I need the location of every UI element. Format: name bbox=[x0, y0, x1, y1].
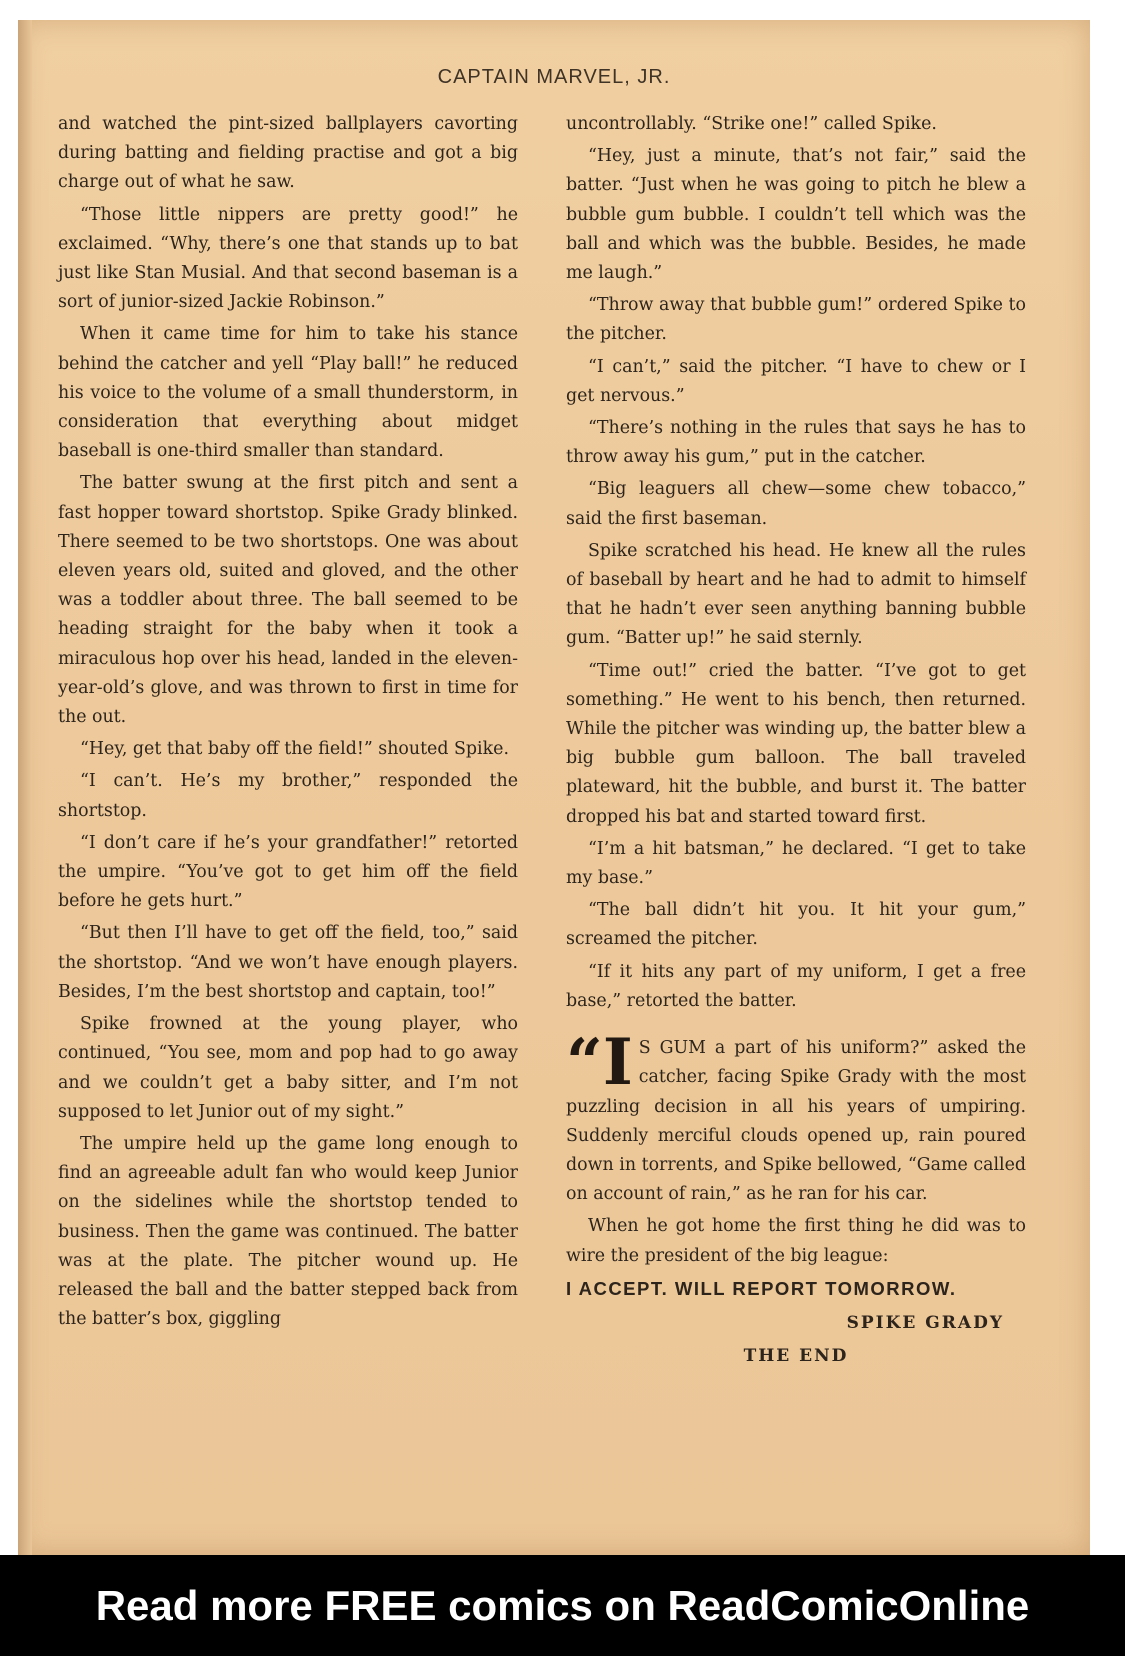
paragraph: “Time out!” cried the batter. “I’ve got to get something.” He went to his bench, then returned. While the pitcher was winding up, the batter blew a big bubble gum balloon. The ball traveled plateward, hit the bubble, and burst it. The batter dropped his bat and started toward first. bbox=[566, 660, 1026, 827]
paragraph: “Those little nippers are pretty good!” he exclaimed. “Why, there’s one that stands up to bat just like Stan Musial. And that second baseman is a sort of junior-sized Jackie Robinson.” bbox=[58, 204, 518, 313]
paragraph: “If it hits any part of my uniform, I get a free base,” retorted the batter. bbox=[566, 961, 1026, 1011]
paragraph: “I don’t care if he’s your grandfather!” retorted the umpire. “You’ve got to get him off the field before he gets hurt.” bbox=[58, 832, 518, 912]
paragraph: Spike frowned at the young player, who continued, “You see, mom and pop had to go away and we couldn’t get a baby sitter, and I’m not supposed to let Junior out of my sight.” bbox=[58, 1014, 518, 1122]
right-column bbox=[566, 110, 1026, 1374]
drop-cap-text: S GUM a part of his uniform?” asked the catcher, facing Spike Grady with the most puzzling decision in all his years of umpiring. Suddenly merciful clouds opened up, rain poured down in torrents, and Spike bellowed, “Game called on account of rain,” as he ran for his car. bbox=[566, 1038, 1026, 1205]
paragraph: “Big leaguers all chew—some chew tobacco,” said the first baseman. bbox=[566, 479, 1026, 529]
paragraph: “But then I’ll have to get off the field, too,” said the shortstop. “And we won’t have enough players. Besides, I’m the best shortstop and captain, too!” bbox=[58, 923, 518, 1002]
telegram-text: I ACCEPT. WILL REPORT TOMORROW. bbox=[566, 1277, 957, 1299]
paragraph: When it came time for him to take his stance behind the catcher and yell “Play ball!” he reduced his voice to the volume of a small thunderstorm, in consideration that everything about midget baseball is one-third smaller than standard. bbox=[58, 324, 518, 462]
paragraph: “Throw away that bubble gum!” ordered Spike to the pitcher. bbox=[566, 295, 1026, 345]
the-end-label: THE END bbox=[743, 1346, 849, 1367]
paragraph: uncontrollably. “Strike one!” called Spike. bbox=[566, 114, 937, 134]
section-opening-paragraph bbox=[566, 1025, 1026, 1209]
left-column bbox=[58, 110, 518, 1337]
drop-cap: “I bbox=[566, 1025, 633, 1101]
paragraph: “There’s nothing in the rules that says he has to throw away his gum,” put in the catcher. bbox=[566, 418, 1026, 468]
paragraph: “Hey, just a minute, that’s not fair,” said the batter. “Just when he was going to pitch he blew a bubble gum bubble. I couldn’t tell which was the ball and which was the bubble. Besides, he made me laugh.” bbox=[566, 146, 1026, 284]
paragraph: “I can’t. He’s my brother,” responded the shortstop. bbox=[58, 771, 518, 821]
paragraph: When he got home the first thing he did was to wire the president of the big league: bbox=[566, 1216, 1026, 1266]
paragraph: Spike scratched his head. He knew all the rules of baseball by heart and he had to admit to himself that he hadn’t ever seen anything banning bubble gum. “Batter up!” he said sternly. bbox=[566, 540, 1026, 649]
page-spine-edge bbox=[18, 20, 32, 1555]
paragraph: “I’m a hit batsman,” he declared. “I get to take my base.” bbox=[566, 838, 1026, 889]
paragraph: “The ball didn’t hit you. It hit your gum,” screamed the pitcher. bbox=[566, 900, 1026, 950]
comic-page bbox=[18, 20, 1090, 1555]
paragraph: The batter swung at the first pitch and sent a fast hopper toward shortstop. Spike Grady blinked. There seemed to be two shortstops. One was about eleven years old, suited and gloved, and the other was a toddler about three. The ball seemed to be heading straight for the baby when it took a miraculous hop over his head, landed in the eleven-year-old’s glove, and was thrown to first in time for the out. bbox=[58, 473, 518, 728]
signature: SPIKE GRADY bbox=[846, 1312, 1004, 1333]
page-header: CAPTAIN MARVEL, JR. bbox=[437, 66, 671, 88]
promo-banner[interactable] bbox=[0, 1555, 1125, 1656]
paragraph: “I can’t,” said the pitcher. “I have to chew or I get nervous.” bbox=[566, 356, 1026, 406]
promo-banner-text[interactable]: Read more FREE comics on ReadComicOnline bbox=[95, 1581, 1030, 1629]
paragraph: The umpire held up the game long enough to find an agreeable adult fan who would keep Junior on the sidelines while the shortstop tended to business. Then the game was continued. The batter was at the plate. The pitcher wound up. He released the ball and the batter stepped back from the batter’s box, giggling bbox=[58, 1133, 518, 1330]
paragraph: and watched the pint-sized ballplayers cavorting during batting and fielding practise and got a big charge out of what he saw. bbox=[58, 114, 518, 193]
paragraph: “Hey, get that baby off the field!” shouted Spike. bbox=[80, 739, 509, 760]
